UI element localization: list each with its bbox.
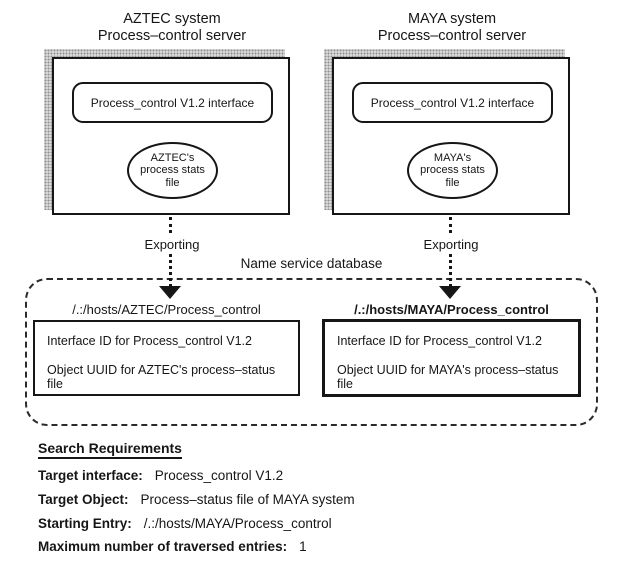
aztec-interface-box: [72, 82, 273, 123]
req-value: 1: [299, 539, 307, 554]
maya-system-title-line1: MAYA system: [407, 11, 497, 27]
search-requirement-row-max-entries: [38, 539, 307, 554]
search-requirement-row-target-interface: [38, 468, 283, 483]
maya-stats-file-line1: MAYA's: [433, 151, 472, 164]
aztec-stats-file-line1: AZTEC's: [150, 151, 195, 164]
maya-system-title: [327, 11, 577, 45]
aztec-stats-file-line3: file: [165, 176, 180, 189]
aztec-ns-entry-path: /.:/hosts/AZTEC/Process_control: [72, 302, 261, 317]
req-value: /.:/hosts/MAYA/Process_control: [143, 516, 332, 531]
maya-interface-id-line: Interface ID for Process_control V1.2: [337, 334, 542, 348]
search-requirement-row-target-object: [38, 492, 355, 507]
aztec-interface-id-line: Interface ID for Process_control V1.2: [47, 334, 252, 348]
aztec-system-title-line1: AZTEC system: [123, 11, 221, 27]
maya-export-down-arrow-icon: [439, 286, 461, 299]
req-value: Process_control V1.2: [154, 468, 284, 483]
aztec-system-title-line2: Process–control server: [97, 28, 247, 44]
aztec-interface-label: Process_control V1.2 interface: [90, 95, 255, 110]
maya-interface-label: Process_control V1.2 interface: [370, 95, 535, 110]
aztec-system-title: [47, 11, 297, 45]
search-requirement-row-starting-entry: [38, 516, 332, 531]
maya-system-title-line2: Process–control server: [377, 28, 527, 44]
maya-ns-entry-path: /.:/hosts/MAYA/Process_control: [354, 302, 549, 317]
maya-stats-file-line3: file: [445, 176, 460, 189]
maya-stats-file-ellipse: [407, 142, 498, 199]
aztec-ns-entry-box: [33, 320, 300, 396]
maya-object-uuid-line: Object UUID for MAYA's process–status file: [337, 363, 559, 391]
req-label: Target interface:: [38, 468, 143, 483]
aztec-export-down-arrow-icon: [159, 286, 181, 299]
req-label: Maximum number of traversed entries:: [38, 539, 288, 554]
maya-interface-box: [352, 82, 553, 123]
maya-ns-entry-box: [322, 319, 581, 397]
req-label: Target Object:: [38, 492, 129, 507]
aztec-stats-file-ellipse: [127, 142, 218, 199]
aztec-object-uuid-line: Object UUID for AZTEC's process–status file: [47, 363, 276, 391]
maya-exporting-label: Exporting: [412, 236, 490, 253]
search-requirements-heading: Search Requirements: [38, 440, 182, 459]
name-service-database-label: Name service database: [240, 256, 383, 271]
search-requirements-heading-wrap: [38, 440, 182, 458]
aztec-stats-file-line2: process stats: [140, 164, 205, 177]
aztec-exporting-label: Exporting: [133, 236, 211, 253]
req-label: Starting Entry:: [38, 516, 132, 531]
maya-stats-file-line2: process stats: [420, 164, 485, 177]
req-value: Process–status file of MAYA system: [140, 492, 355, 507]
